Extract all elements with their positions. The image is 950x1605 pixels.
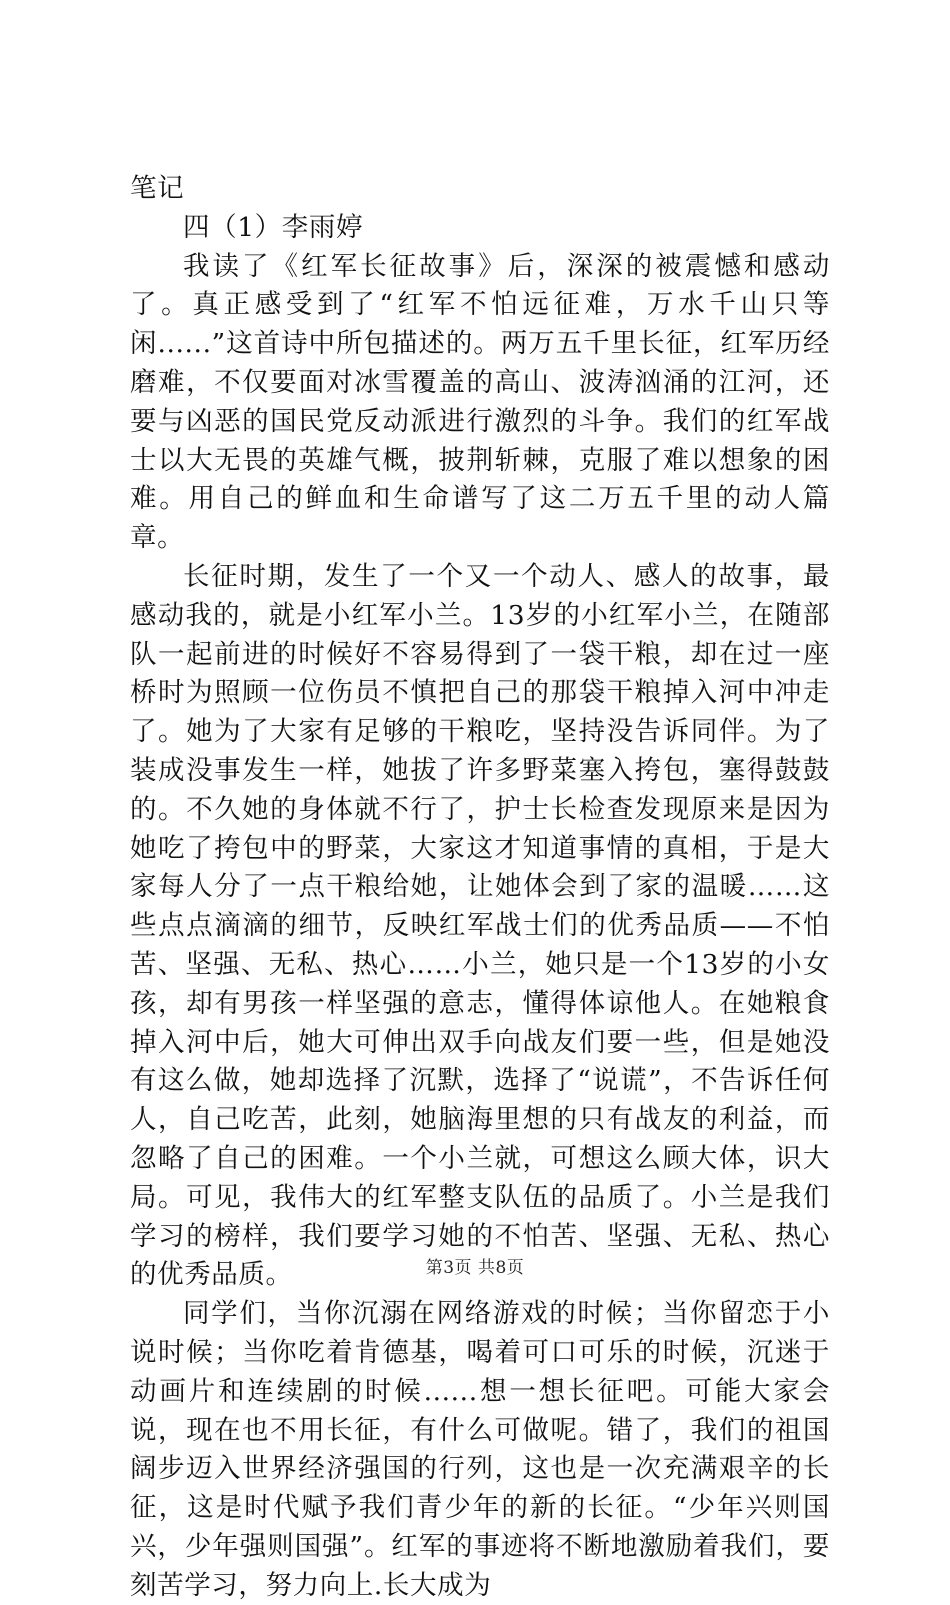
author-line: 四（1）李雨婷 bbox=[183, 211, 364, 243]
paragraph-1: 我读了《红军长征故事》后，深深的被震憾和感动了。真正感受到了“红军不怕远征难，万水千山只等闲......”这首诗中所包描述的。两万五千里长征，红军历经磨难，不仅要面对冰雪覆盖的高山、波涛汹涌的江河，还要与凶恶的国民党反动派进行激烈的斗争。我们的红军战士以大无畏的英雄气概，披荆斩棘，克服了难以想象的困难。用自己的鲜血和生命谱写了这二万五千里的动人篇章。 bbox=[130, 250, 830, 554]
document-heading: 笔记 bbox=[130, 173, 185, 204]
page-number-footer: 第3页 共8页 bbox=[425, 1258, 525, 1278]
document-body bbox=[130, 170, 830, 1605]
paragraph-2: 长征时期，发生了一个又一个动人、感人的故事，最感动我的，就是小红军小兰。13岁的小红军小兰，在随部队一起前进的时候好不容易得到了一袋干粮，却在过一座桥时为照顾一位伤员不慎把自己的那袋干粮掉入河中冲走了。她为了大家有足够的干粮吃，坚持没告诉同伴。为了装成没事发生一样，她拔了许多野菜塞入挎包，塞得鼓鼓的。不久她的身体就不行了，护士长检查发现原来是因为她吃了挎包中的野菜，大家这才知道事情的真相，于是大家每人分了一点干粮给她，让她体会到了家的温暖……这些点点滴滴的细节，反映红军战士们的优秀品质——不怕苦、坚强、无私、热心……小兰，她只是一个13岁的小女孩，却有男孩一样坚强的意志，懂得体谅他人。在她粮食掉入河中后，她大可伸出双手向战友们要一些，但是她没有这么做，她却选择了沉默，选择了“说谎”，不告诉任何人，自己吃苦，此刻，她脑海里想的只有战友的利益，而忽略了自己的困难。一个小兰就，可想这么顾大体，识大局。可见，我伟大的红军整支队伍的品质了。小兰是我们学习的榜样，我们要学习她的不怕苦、坚强、无私、热心的优秀品质。 bbox=[130, 560, 830, 1291]
paragraph-3: 同学们，当你沉溺在网络游戏的时候；当你留恋于小说时候；当你吃着肯德基，喝着可口可乐的时候，沉迷于动画片和连续剧的时候......想一想长征吧。可能大家会说，现在也不用长征，有什么可做呢。错了，我们的祖国阔步迈入世界经济强国的行列，这也是一次充满艰辛的长征，这是时代赋予我们青少年的新的长征。“少年兴则国兴，少年强则国强”。红军的事迹将不断地激励着我们，要刻苦学习，努力向上.长大成为 bbox=[130, 1298, 830, 1601]
